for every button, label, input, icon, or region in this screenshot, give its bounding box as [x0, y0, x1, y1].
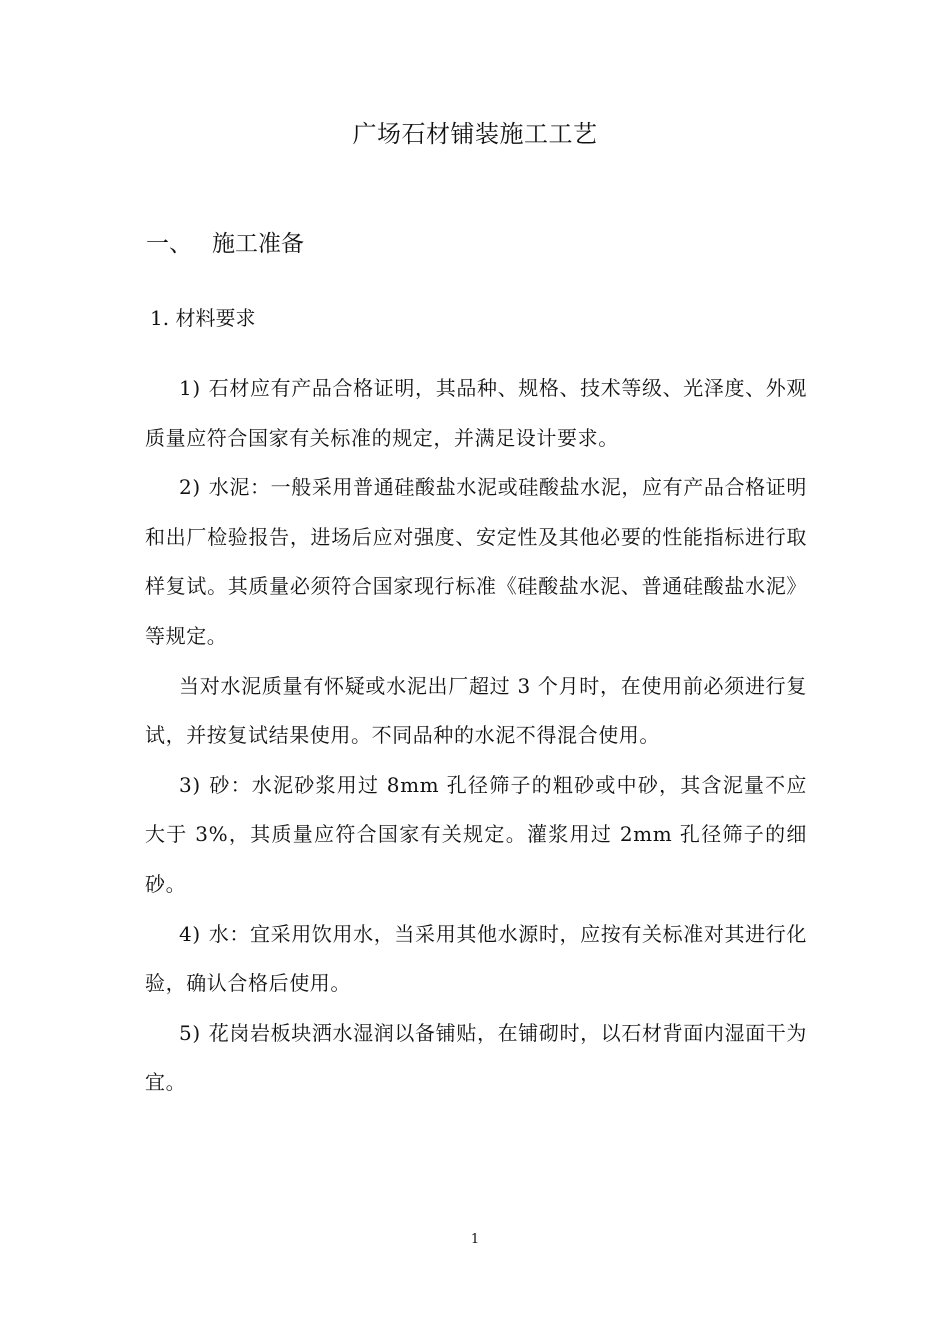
subsection-heading: 1. 材料要求: [150, 306, 256, 330]
paragraph-text: 水：宜采用饮用水，当采用其他水源时，应按有关标准对其进行化验，确认合格后使用。: [145, 921, 807, 996]
document-title: 广场石材铺装施工工艺: [352, 120, 598, 148]
paragraph-1: [145, 364, 807, 463]
paragraph-text: 当对水泥质量有怀疑或水泥出厂超过 3 个月时，在使用前必须进行复试，并按复试结果使用。不同品种的水泥不得混合使用。: [145, 673, 807, 748]
paragraph-label: 5): [179, 1020, 201, 1045]
paragraph-note: [145, 662, 807, 761]
paragraph-text: 石材应有产品合格证明，其品种、规格、技术等级、光泽度、外观质量应符合国家有关标准的规定，并满足设计要求。: [145, 376, 807, 450]
body-text: [145, 364, 807, 1108]
paragraph-label: 4): [179, 921, 201, 946]
paragraph-label: 3): [179, 772, 201, 797]
paragraph-text: 水泥：一般采用普通硅酸盐水泥或硅酸盐水泥，应有产品合格证明和出厂检验报告，进场后应对强度、安定性及其他必要的性能指标进行取样复试。其质量必须符合国家现行标准《硅酸盐水泥、普通硅酸盐水泥》等规定。: [145, 475, 807, 648]
paragraph-label: 1): [179, 376, 201, 400]
paragraph-text: 花岗岩板块洒水湿润以备铺贴，在铺砌时，以石材背面内湿面干为宜。: [145, 1020, 807, 1095]
section-heading: [146, 226, 304, 262]
paragraph-4: [145, 910, 807, 1009]
section-number: 一、: [146, 231, 192, 257]
page-number: 1: [470, 1232, 480, 1247]
section-title: 施工准备: [212, 231, 304, 257]
paragraph-text: 砂：水泥砂浆用过 8mm 孔径筛子的粗砂或中砂，其含泥量不应大于 3%，其质量应符合国家有关规定。灌浆用过 2mm 孔径筛子的细砂。: [145, 772, 807, 896]
paragraph-5: [145, 1009, 807, 1108]
paragraph-label: 2): [179, 475, 201, 500]
paragraph-3: [145, 761, 807, 910]
paragraph-2: [145, 463, 807, 661]
